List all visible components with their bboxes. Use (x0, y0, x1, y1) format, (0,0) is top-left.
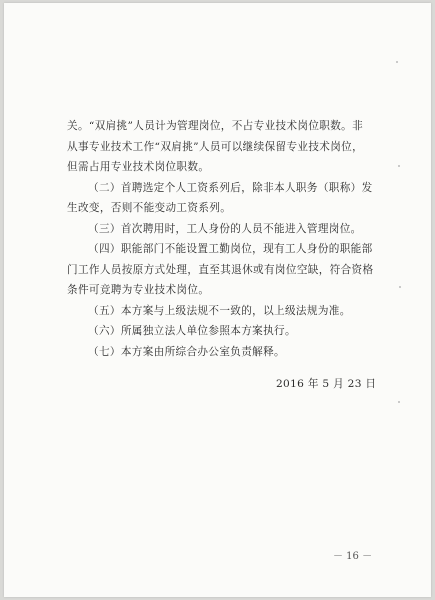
page-number: － 16 － (333, 551, 373, 562)
body-line-12: （七）本方案由所综合办公室负责解释。 (88, 345, 285, 358)
body-line-11: （六）所属独立法人单位参照本方案执行。 (88, 325, 296, 337)
body-line-6: （三）首次聘用时，工人身份的人员不能进入管理岗位。 (88, 222, 362, 235)
document-date: 2016 年 5 月 23 日 (276, 378, 377, 390)
scan-speck (399, 286, 401, 288)
body-line-8: 门工作人员按原方式处理，直至其退休或有岗位空缺，符合资格 (67, 263, 374, 276)
body-line-9: 条件可竞聘为专业技术岗位。 (67, 284, 210, 296)
scan-speck (398, 165, 400, 167)
body-line-1: 关。“双肩挑”人员计为管理岗位，不占专业技术岗位职数。非 (67, 120, 364, 132)
document-page (4, 3, 431, 597)
scan-speck (398, 401, 400, 403)
document-body (67, 116, 379, 362)
scan-speck (396, 61, 398, 63)
body-line-3: 但需占用专业技术岗位职数。 (67, 161, 210, 173)
body-line-7: （四）职能部门不能设置工勤岗位，现有工人身份的职能部 (88, 243, 373, 255)
body-line-10: （五）本方案与上级法规不一致的，以上级法规为准。 (88, 304, 351, 317)
body-line-2: 从事专业技术工作“双肩挑”人员可以继续保留专业技术岗位， (67, 140, 364, 153)
body-line-5: 生改变，否则不能变动工资系列。 (67, 202, 232, 214)
body-line-4: （二）首聘选定个人工资系列后，除非本人职务（职称）发 (88, 181, 373, 194)
